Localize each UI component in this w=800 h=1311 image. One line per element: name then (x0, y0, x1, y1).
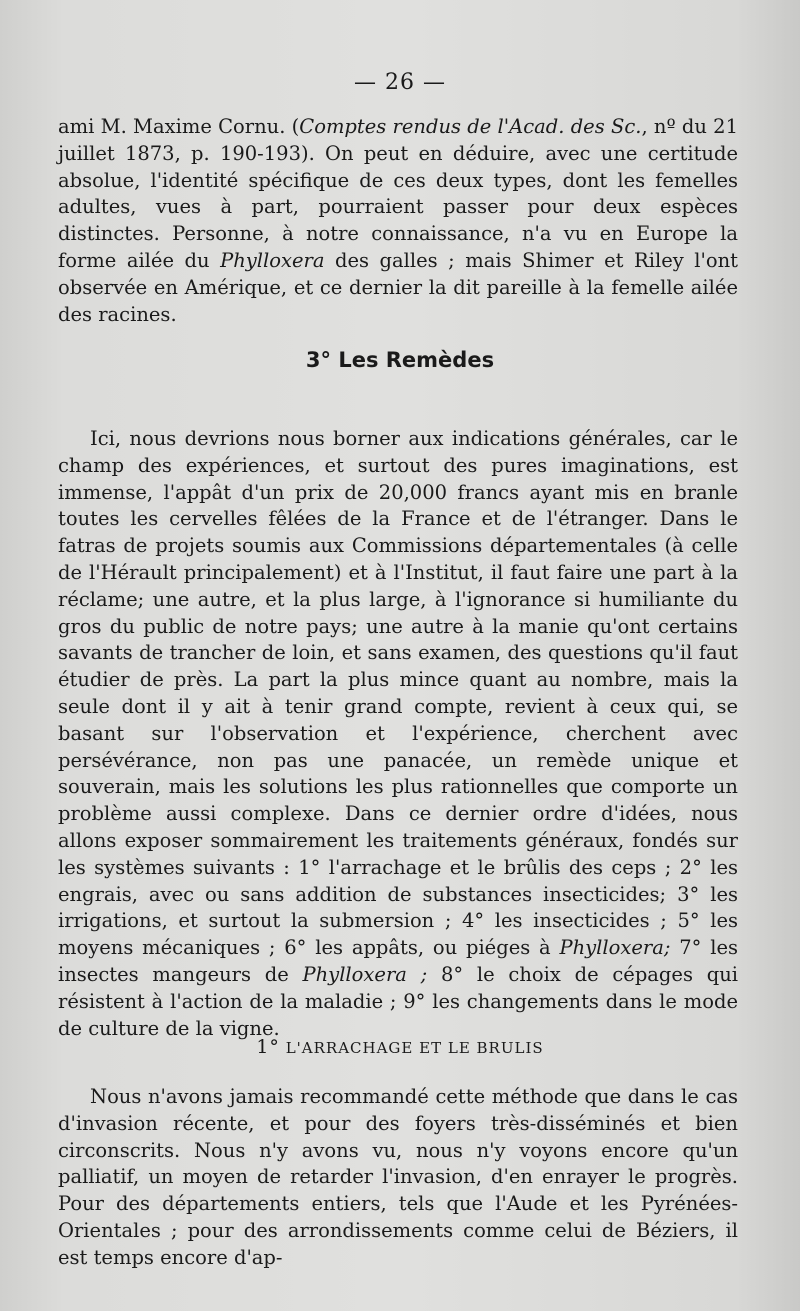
remedes-text-2: 7° les insectes mangeurs de (58, 936, 738, 986)
remedes-paragraph (58, 426, 738, 1042)
remedes-text-1: Ici, nous devrions nous borner aux indications générales, car le champ des expériences, et surtout des pures imaginations, est immense, l'appât d'un prix de 20,000 francs ayant mis en branle toutes les cervelles fêlées de la France et de l'étranger. Dans le fatras de projets soumis aux Commissions départementales (à celle de l'Hérault principalement) et à l'Institut, il faut faire une part à la réclame; une autre, et la plus large, à l'ignorance si humiliante du gros du public de notre pays; une autre à la manie qu'ont certains savants de trancher de loin, et sans examen, des questions qu'il faut étudier de près. La part la plus mince quant au nombre, mais la seule dont il y ait à tenir grand compte, revient à ceux qui, se basant sur l'observation et l'expérience, cherchent avec persévérance, non pas une panacée, un remède unique et souverain, mais les solutions les plus rationnelles que comporte un problème aussi complexe. Dans ce dernier ordre d'idées, nous allons exposer sommairement les traitements généraux, fondés sur les systèmes suivants : 1° l'arrachage et le brûlis des ceps ; 2° les engrais, avec ou sans addition de substances insecticides; 3° les irrigations, et surtout la submersion ; 4° les insecticides ; 5° les moyens mécaniques ; 6° les appâts, ou piéges à (58, 427, 738, 960)
intro-paragraph (58, 114, 738, 328)
subsection-number: 1° (256, 1036, 280, 1058)
intro-citation: Comptes rendus de l'Acad. des Sc. (299, 115, 642, 138)
intro-text-3: des galles ; mais Shimer et Riley l'ont observée en Amérique, et ce dernier la dit pareille à la femelle ailée des racines. (58, 248, 738, 326)
remedes-genus-name-1: Phylloxera; (559, 936, 671, 960)
remedes-genus-name-2: Phylloxera ; (302, 962, 428, 986)
remedes-text-3: 8° le choix de cépages qui résistent à l'action de la maladie ; 9° les changements dans le mode de culture de la vigne. (58, 962, 738, 1040)
page-number: — 26 — (354, 70, 446, 95)
arrachage-paragraph: Nous n'avons jamais recommandé cette méthode que dans le cas d'invasion récente, et pour des foyers très-disséminés et bien circonscrits. Nous n'y avons vu, nous n'y voyons encore qu'un palliatif, un moyen de retarder l'invasion, d'en enrayer le progrès. Pour des départements entiers, tels que l'Aude et les Pyrénées-Orientales ; pour des arrondissements comme celui de Béziers, il est temps encore d'ap- (58, 1085, 738, 1269)
intro-genus-name: Phylloxera (220, 248, 325, 272)
subsection-label: L'ARRACHAGE ET LE BRULIS (285, 1039, 544, 1057)
intro-text-2: , nº du 21 juillet 1873, p. 190-193). On peut en déduire, avec une certitude absolue, l'identité spécifique de ces deux types, dont les femelles adultes, vues à part, pourraient passer pour deux espèces distinctes. Personne, à notre connaissance, n'a vu en Europe la forme ailée du (58, 115, 738, 272)
subsection-title-arrachage (0, 1036, 800, 1058)
intro-text-1: ami M. Maxime Cornu. ( (58, 115, 300, 138)
section-title-remedes: 3° Les Remèdes (305, 348, 495, 372)
